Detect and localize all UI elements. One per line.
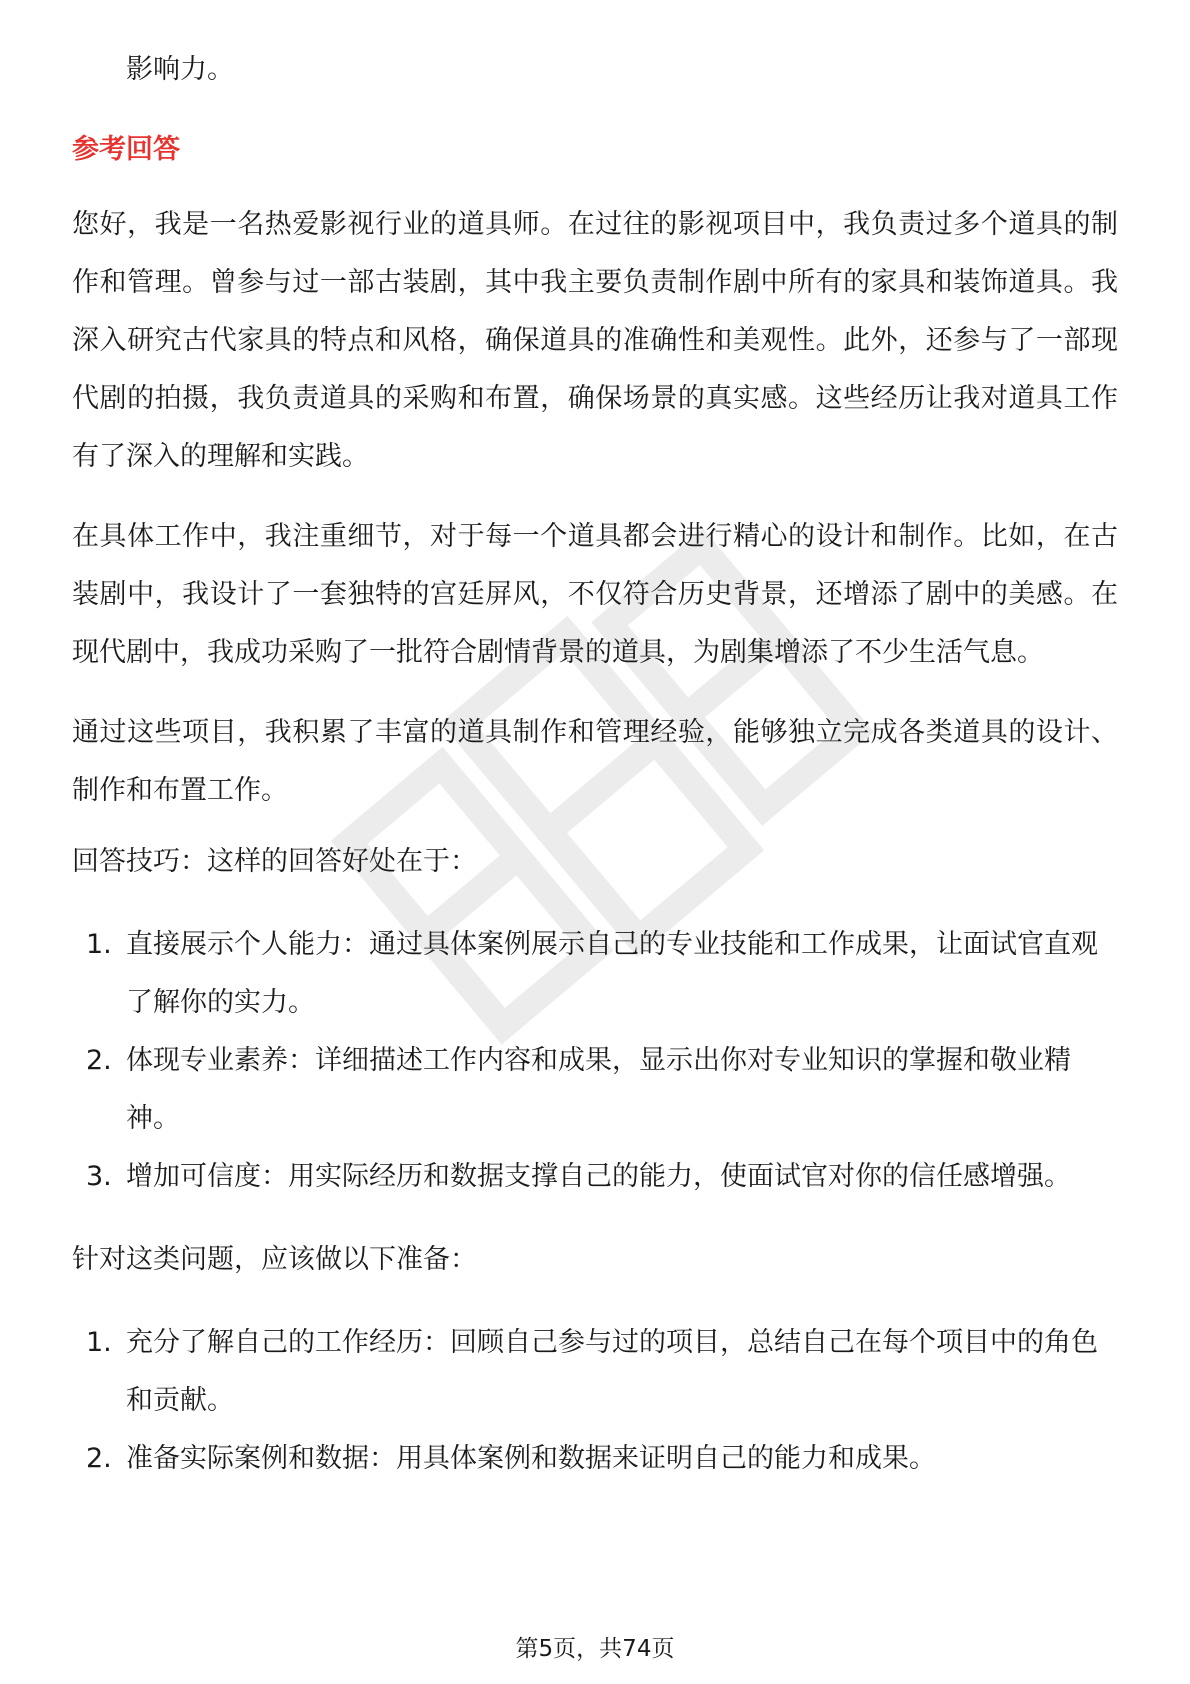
list-item bbox=[72, 1430, 1118, 1488]
answer-paragraph-1: 您好，我是一名热爱影视行业的道具师。在过往的影视项目中，我负责过多个道具的制作和管理。曾参与过一部古装剧，其中我主要负责制作剧中所有的家具和装饰道具。我深入研究古代家具的特点和风格，确保道具的准确性和美观性。此外，还参与了一部现代剧的拍摄，我负责道具的采购和布置，确保场景的真实感。这些经历让我对道具工作有了深入的理解和实践。 bbox=[72, 209, 1118, 472]
answer-paragraph-3: 通过这些项目，我积累了丰富的道具制作和管理经验，能够独立完成各类道具的设计、制作和布置工作。 bbox=[72, 717, 1118, 806]
list-text: 准备实际案例和数据：用具体案例和数据来证明自己的能力和成果。 bbox=[126, 1443, 936, 1474]
prep-list bbox=[72, 1314, 1118, 1488]
page-footer: 第5页，共74页 bbox=[515, 1636, 675, 1662]
list-text: 体现专业素养：详细描述工作内容和成果，显示出你对专业知识的掌握和敬业精神。 bbox=[126, 1045, 1071, 1134]
list-item bbox=[72, 1032, 1118, 1148]
list-text: 增加可信度：用实际经历和数据支撑自己的能力，使面试官对你的信任感增强。 bbox=[126, 1161, 1071, 1192]
list-text: 直接展示个人能力：通过具体案例展示自己的专业技能和工作成果，让面试官直观了解你的实力。 bbox=[126, 929, 1098, 1018]
prep-lead: 针对这类问题，应该做以下准备： bbox=[72, 1244, 477, 1275]
answer-paragraph-2: 在具体工作中，我注重细节，对于每一个道具都会进行精心的设计和制作。比如，在古装剧中，我设计了一套独特的宫廷屏风，不仅符合历史背景，还增添了剧中的美感。在现代剧中，我成功采购了一批符合剧情背景的道具，为剧集增添了不少生活气息。 bbox=[72, 521, 1118, 668]
tips-list bbox=[72, 916, 1118, 1206]
section-title: 参考回答 bbox=[72, 134, 180, 165]
list-number: 1. bbox=[86, 1327, 112, 1358]
list-number: 2. bbox=[86, 1045, 112, 1076]
list-item bbox=[72, 1314, 1118, 1430]
list-number: 2. bbox=[86, 1443, 112, 1474]
document-body bbox=[72, 50, 1118, 1522]
list-number: 3. bbox=[86, 1161, 112, 1192]
list-number: 1. bbox=[86, 929, 112, 960]
list-item bbox=[72, 1148, 1118, 1206]
tips-lead: 回答技巧：这样的回答好处在于： bbox=[72, 846, 477, 877]
list-item bbox=[72, 916, 1118, 1032]
list-text: 充分了解自己的工作经历：回顾自己参与过的项目，总结自己在每个项目中的角色和贡献。 bbox=[126, 1327, 1098, 1416]
continued-fragment: 影响力。 bbox=[126, 54, 234, 85]
